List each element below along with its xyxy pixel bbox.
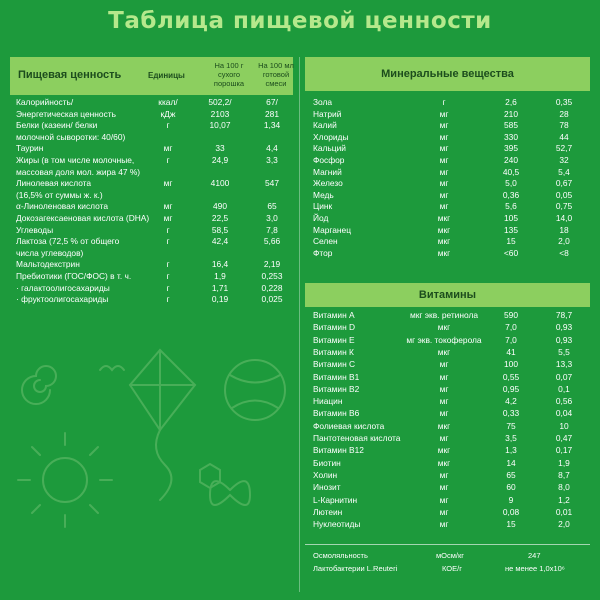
cell-v1: 4,2 [505,396,517,407]
cell-name: Биотин [313,457,341,468]
table-row [0,178,600,189]
cell-name: Калий [313,120,337,131]
cell-v1: 60 [506,482,516,493]
cell-name: Докозагексаеновая кислота (DHA) [16,213,150,223]
footer-osmolality-name: Осмоляльность [313,551,368,560]
cell-v2: 0,05 [555,189,573,200]
cell-v1: 330 [504,131,518,142]
cell-unit: мг [439,120,449,131]
cell-v1: 0,19 [211,294,229,305]
cell-name: Зола [313,97,333,107]
cell-name: Холин [313,469,338,480]
cell-v2: 3,0 [266,213,278,223]
cell-v2: 13,3 [555,359,573,370]
cell-v1: 0,36 [502,189,520,200]
minerals-header-label: Минеральные вещества [381,68,514,80]
cell-unit: мкг [437,322,451,333]
table-row [0,190,600,201]
cell-name: Витамин D [313,322,356,333]
cell-v1: 14 [506,457,516,468]
cell-unit: мг [163,213,173,223]
cell-v1: 15 [506,519,516,530]
cell-v2: 0,228 [261,282,283,293]
footer-divider [305,544,590,545]
cell-v1: 105 [504,213,518,223]
cell-v1: 7,0 [505,322,517,333]
cell-name: Медь [313,189,334,200]
table-row [0,294,600,305]
header-per-powder [206,61,252,88]
cell-name: Селен [313,236,338,247]
cell-name: Витамин В2 [313,383,360,394]
table-row [0,132,600,143]
cell-unit: г [166,294,170,305]
cell-v1: 65 [506,469,516,480]
cell-unit: мг [439,383,449,394]
cell-v2: 2,0 [558,236,570,247]
cell-v1: 0,08 [502,506,520,517]
cell-name: Пантотеновая кислота [313,433,401,443]
cell-name: массовая доля мол. жира 47 %) [16,166,141,177]
cell-name: Витамин В6 [313,408,360,419]
cell-v2: 1,2 [558,494,570,505]
cell-unit: г [166,271,170,281]
cell-name: Хлориды [313,131,349,142]
page-title: Таблица пищевой ценности [108,8,492,34]
cell-v2: 65 [267,201,277,212]
cell-v2: 0,17 [555,445,573,456]
cell-v1: 22,5 [211,213,229,223]
header-name: Пищевая ценность [18,69,122,81]
decorative-doodles-illustration [10,330,295,570]
cell-unit: г [166,155,170,165]
cell-unit: г [166,282,170,293]
cell-v1: 395 [504,143,518,154]
cell-v2: 3,3 [266,155,278,165]
cell-unit: мг [439,396,449,407]
cell-name: Марганец [313,224,351,235]
cell-unit: кДж [160,108,176,119]
cell-v1: 24,9 [211,155,229,165]
table-row [0,120,600,131]
cell-v1: 502,2/ [208,97,232,107]
cell-name: Витамин А [313,310,355,320]
table-row [0,143,600,154]
cell-v2: 5,5 [558,346,570,357]
cell-v1: 41 [506,346,516,357]
cell-unit: мг [439,143,449,154]
cell-name: Витамин В12 [313,445,364,456]
table-row [0,259,600,270]
cell-unit: мг [439,469,449,480]
footer-lactobacteria-name: Лактобактерии L.Reuteri [313,564,398,573]
cell-name: Фосфор [313,155,345,165]
cell-unit: г [166,224,170,235]
header-per-powder-line: На 100 г [214,61,244,70]
cell-v2: 28 [559,108,569,119]
cell-v2: 0,93 [555,334,573,345]
cell-v1: 5,0 [505,178,517,189]
cell-name: Лактоза (72,5 % от общего [16,236,120,247]
cell-v1: 210 [504,108,518,119]
cell-v2: 8,7 [558,469,570,480]
cell-v1: 585 [504,120,518,131]
cell-v2: 547 [265,178,279,189]
minerals-header [305,57,590,91]
cell-unit: мг [439,155,449,165]
header-per-powder-line: сухого [217,70,241,79]
cell-v2: 8,0 [558,482,570,493]
cell-v1: 5,6 [505,201,517,212]
cell-name: Таурин [16,143,44,154]
table-row [0,271,600,282]
cell-name: Витамин С [313,359,356,370]
cell-v1: 58,5 [211,224,229,235]
cell-name: Витамин В1 [313,371,360,382]
table-row [0,201,600,212]
cell-unit: мг [439,189,449,200]
cell-v1: 15 [506,236,516,247]
cell-unit: мкг [437,213,451,223]
cell-name: Витамин Е [313,334,355,345]
cell-name: Углеводы [16,224,54,235]
cell-unit: мкг [437,236,451,247]
footer-osmolality-value: 247 [528,551,541,560]
cell-v2: 7,8 [266,224,278,235]
cell-name: Пребиотики (ГОС/ФОС) в т. ч. [16,271,132,281]
cell-v2: 0,04 [555,408,573,419]
cell-unit: мг [439,131,449,142]
table-row [0,236,600,247]
cell-v2: 0,35 [555,97,573,107]
table-row [0,155,600,166]
cell-v1: 1,9 [214,271,226,281]
cell-v2: 0,253 [261,271,283,281]
cell-name: числа углеводов) [16,247,84,258]
cell-unit: мг [439,506,449,517]
cell-name: Витамин К [313,346,354,357]
cell-unit: мг экв. токоферола [406,334,482,345]
cell-unit: ккал/ [158,97,178,107]
cell-name: Жиры (в том числе молочные, [16,155,135,165]
cell-unit: мг [439,166,449,177]
cell-name: Белки (казеин/ белки [16,120,98,131]
cell-v1: 0,95 [502,383,520,394]
footer-lactobacteria-unit: КОЕ/г [442,564,462,573]
cell-v2: 32 [559,155,569,165]
cell-unit: мкг [437,457,451,468]
table-row [0,97,600,108]
cell-name: молочной сыворотки: 40/60) [16,131,126,142]
cell-name: Ниацин [313,396,343,407]
cell-name: Мальтодекстрин [16,259,80,270]
cell-v1: 10,07 [209,120,231,131]
cell-v1: 490 [213,201,227,212]
header-per-mix-line: смеси [265,79,287,88]
cell-name: · фруктоолигосахариды [16,294,109,305]
cell-v1: 3,5 [505,433,517,443]
cell-v1: 40,5 [502,166,520,177]
cell-v2: 0,67 [555,178,573,189]
cell-unit: мг [439,408,449,419]
cell-name: Нуклеотиды [313,519,361,530]
cell-v1: 0,33 [502,408,520,419]
cell-unit: мкг [437,346,451,357]
header-per-mix-line: На 100 мл [258,61,294,70]
cell-unit: мкг [437,445,451,456]
cell-v1: 9 [508,494,514,505]
cell-v1: 4100 [210,178,230,189]
cell-unit: г [442,97,446,107]
cell-v1: <60 [503,247,519,258]
cell-v2: 2,19 [263,259,281,270]
cell-unit: мг [439,201,449,212]
cell-v2: 0,01 [555,506,573,517]
cell-v1: 2103 [210,108,230,119]
cell-name: Железо [313,178,343,189]
cell-name: Фтор [313,247,333,258]
cell-name: Натрий [313,108,342,119]
cell-unit: мг [439,108,449,119]
cell-v2: 0,025 [261,294,283,305]
cell-v1: 1,71 [211,282,229,293]
table-row [0,109,600,120]
table-row [0,225,600,236]
cell-name: Калорийность/ [16,97,74,107]
table-row [0,213,600,224]
cell-v2: 4,4 [266,143,278,154]
cell-v1: 240 [504,155,518,165]
cell-unit: мг [439,359,449,370]
cell-v1: 1,3 [505,445,517,456]
cell-v1: 590 [504,310,518,320]
nutrition-table-header [10,57,293,95]
header-per-mix [258,61,294,88]
cell-v1: 2,6 [505,97,517,107]
cell-v2: 5,4 [558,166,570,177]
cell-unit: мг [439,482,449,493]
cell-v2: 0,56 [555,396,573,407]
cell-unit: мг [439,433,449,443]
cell-unit: г [166,259,170,270]
cell-v1: 7,0 [505,334,517,345]
cell-unit: мкг [437,247,451,258]
cell-v2: 0,93 [555,322,573,333]
cell-name: α-Линоленовая кислота [16,201,108,212]
cell-v2: 18 [559,224,569,235]
cell-name: · галактоолигосахариды [16,282,110,293]
cell-v2: 44 [559,131,569,142]
table-row [0,167,600,178]
cell-v2: 281 [265,108,279,119]
cell-v1: 0,55 [502,371,520,382]
cell-v2: 0,07 [555,371,573,382]
cell-unit: мкг [437,224,451,235]
cell-name: (16,5% от суммы ж. к.) [16,189,103,200]
cell-unit: мкг экв. ретинола [409,310,479,320]
header-per-mix-line: готовой [262,70,290,79]
cell-v2: 78,7 [555,310,573,320]
cell-v1: 75 [506,420,516,431]
cell-name: Цинк [313,201,333,212]
table-row [0,248,600,259]
cell-v2: 2,0 [558,519,570,530]
cell-unit: мг [439,371,449,382]
cell-unit: мг [439,178,449,189]
cell-name: Инозит [313,482,341,493]
cell-name: Кальций [313,143,346,154]
cell-unit: г [166,236,170,247]
cell-unit: мг [163,143,173,154]
cell-v1: 100 [504,359,518,370]
cell-name: Фолиевая кислота [313,420,385,431]
cell-name: Энергетическая ценность [16,108,116,119]
cell-unit: мкг [437,420,451,431]
cell-v1: 135 [504,224,518,235]
cell-v2: <8 [559,247,569,258]
cell-name: Лютеин [313,506,343,517]
footer-lactobacteria-value: не менее 1,0х10⁶ [505,564,565,573]
table-row [0,283,600,294]
cell-v2: 0,75 [555,201,573,212]
cell-v2: 1,9 [558,457,570,468]
cell-v2: 5,66 [263,236,281,247]
cell-name: Линолевая кислота [16,178,92,189]
header-units: Единицы [148,71,185,80]
cell-v2: 0,47 [555,433,573,443]
cell-name: L-Карнитин [313,494,358,505]
cell-unit: мг [163,201,173,212]
table-row [0,310,600,321]
vitamins-header-label: Витамины [418,289,477,301]
cell-v2: 1,34 [263,120,281,131]
cell-v2: 52,7 [555,143,573,154]
cell-name: Йод [313,213,329,223]
cell-v1: 33 [215,143,225,154]
cell-v1: 42,4 [211,236,229,247]
cell-unit: г [166,120,170,131]
cell-v2: 14,0 [555,213,573,223]
cell-unit: мг [439,519,449,530]
footer-osmolality-unit: мОсм/кг [436,551,464,560]
cell-unit: мг [439,494,449,505]
cell-unit: мг [163,178,173,189]
cell-name: Магний [313,166,342,177]
cell-v2: 67/ [266,97,278,107]
header-per-powder-line: порошка [213,79,245,88]
cell-v2: 0,1 [558,383,570,394]
cell-v1: 16,4 [211,259,229,270]
cell-v2: 10 [559,420,569,431]
cell-v2: 78 [559,120,569,131]
